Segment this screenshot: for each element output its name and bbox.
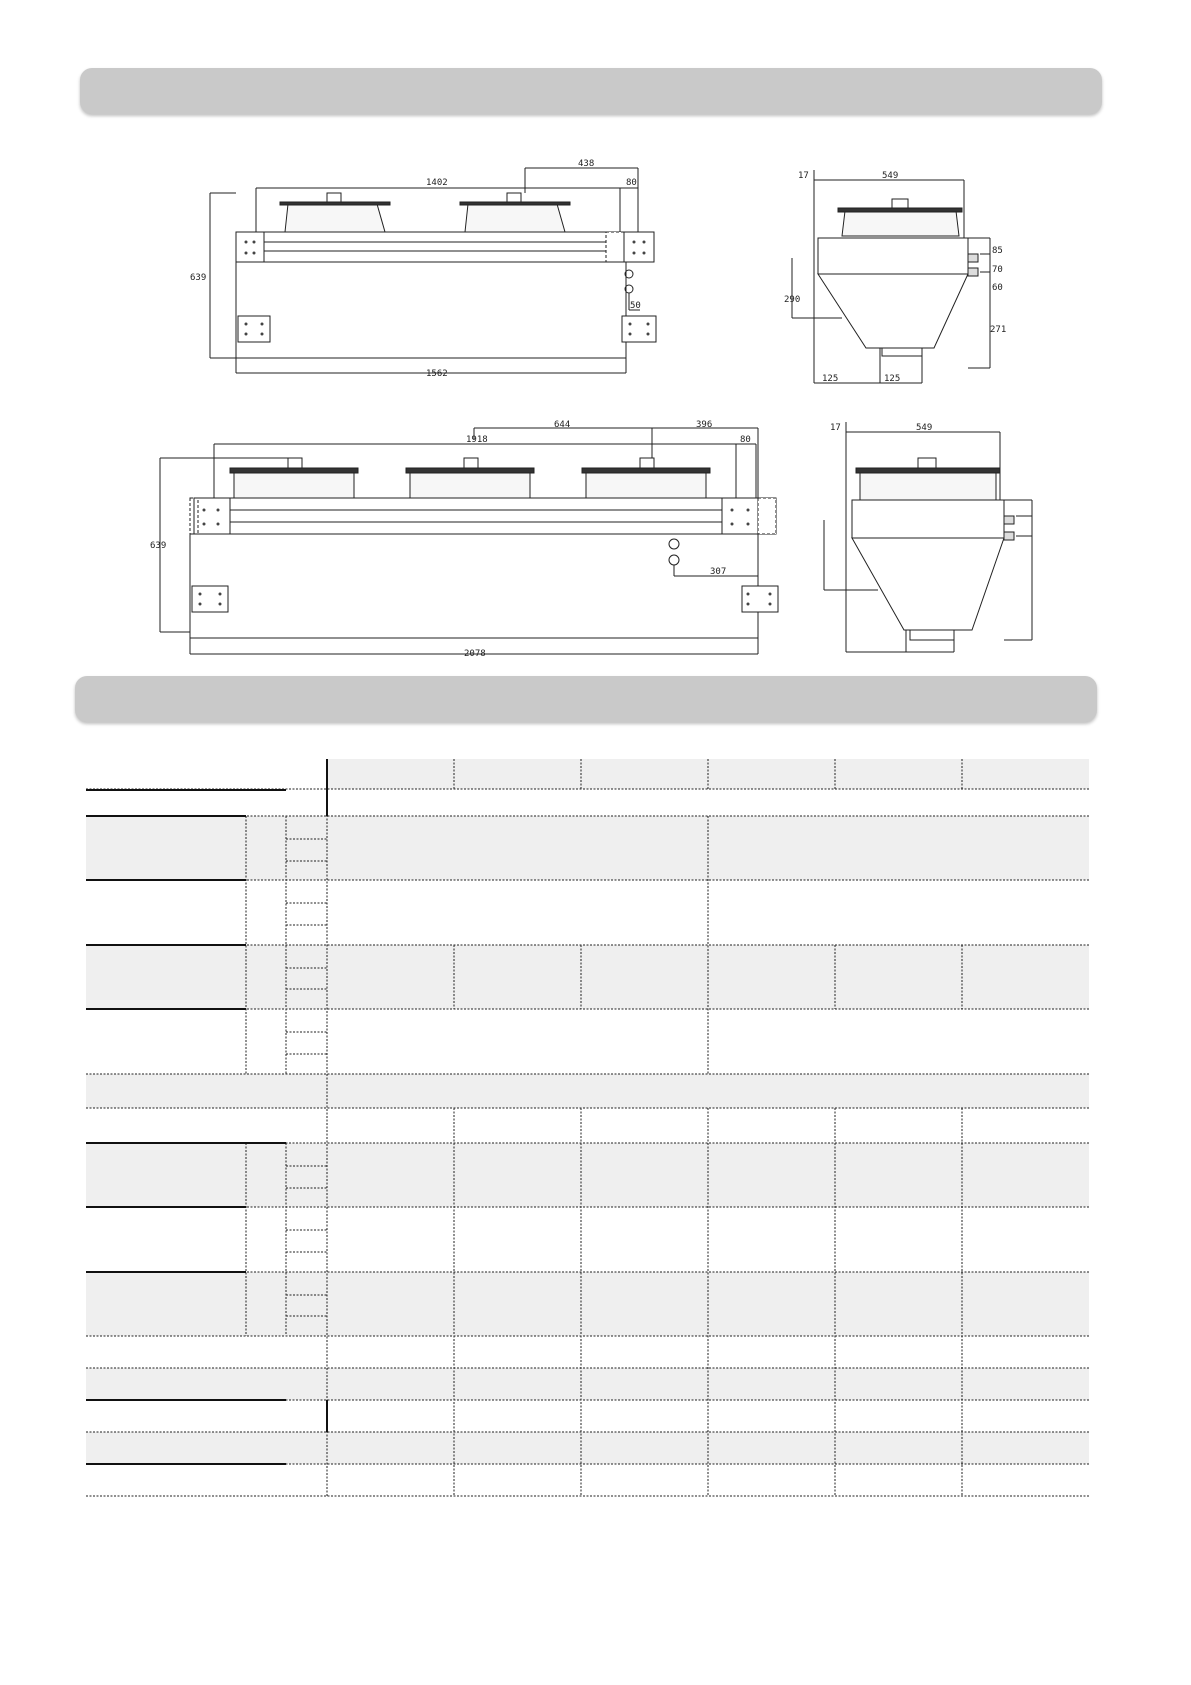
side-dim-offset: 17 (798, 171, 809, 181)
dim-width: 2078 (464, 649, 486, 659)
dim-fan-pitch: 1918 (466, 435, 488, 445)
table-row (86, 945, 1089, 1009)
two-fan-front-view (190, 158, 670, 380)
table-row (86, 1143, 1089, 1207)
table-row (86, 1272, 1089, 1336)
side-dim-85: 85 (992, 246, 1003, 256)
dim-fan-spacing: 644 (554, 420, 571, 430)
specification-table (86, 759, 1089, 1497)
dim-width: 1562 (426, 369, 448, 379)
dim-pipe-drop: 50 (630, 301, 641, 311)
side-dim-leg-left: 125 (822, 374, 839, 384)
dim-fan-offset: 438 (578, 159, 595, 169)
side-dim-271: 271 (990, 325, 1007, 335)
table-row (86, 1432, 1089, 1464)
side-dim-offset: 17 (830, 423, 841, 433)
three-fan-front-view (150, 420, 790, 660)
two-fan-side-view (784, 168, 1014, 386)
dim-height: 639 (190, 273, 207, 283)
three-fan-side-view (820, 420, 1050, 656)
table-row (86, 1368, 1089, 1400)
dim-end-gap: 80 (626, 178, 637, 188)
side-dim-70: 70 (992, 265, 1003, 275)
side-dim-depth: 290 (784, 295, 801, 305)
dim-fan-pitch: 1402 (426, 178, 448, 188)
side-dim-width: 549 (882, 171, 899, 181)
dim-height: 639 (150, 541, 167, 551)
side-dim-leg-right: 125 (884, 374, 901, 384)
dimensions-section-banner (80, 68, 1102, 114)
dim-fan-offset: 396 (696, 420, 713, 430)
table-row (86, 816, 1089, 880)
specifications-section-banner (75, 676, 1097, 722)
dim-end-gap: 80 (740, 435, 751, 445)
side-dim-60: 60 (992, 283, 1003, 293)
side-dim-width: 549 (916, 423, 933, 433)
table-row (86, 1074, 1089, 1108)
dim-pipe-offset: 307 (710, 567, 727, 577)
